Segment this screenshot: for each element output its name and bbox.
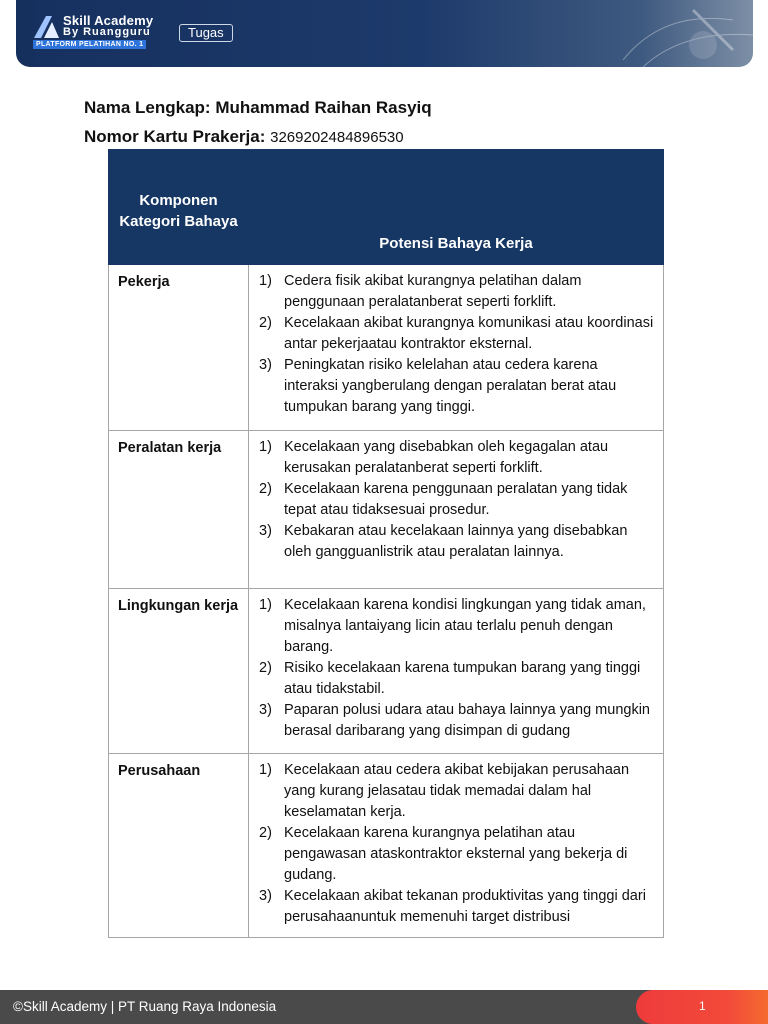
item-text: Kecelakaan karena kurangnya pelatihan atau pengawasan ataskontraktor eksternal yang bekerja di gudang. [284, 825, 628, 883]
item-text: Kecelakaan yang disebabkan oleh kegagalan atau kerusakan peralatanberat seperti forklift. [284, 439, 609, 476]
list-item [258, 521, 655, 563]
hand-writing-illustration [583, 0, 753, 67]
page-number: 1 [699, 999, 706, 1013]
item-number: 3) [259, 523, 272, 539]
item-number: 3) [259, 702, 272, 718]
list-item [258, 437, 655, 479]
item-text: Kecelakaan karena kondisi lingkungan yang tidak aman, misalnya lantaiyang licin atau terlalu penuh dengan barang. [284, 597, 646, 655]
item-text: Kecelakaan karena penggunaan peralatan yang tidak tepat atau tidaksesuai prosedur. [284, 481, 628, 518]
item-text: Kebakaran atau kecelakaan lainnya yang disebabkan oleh gangguanlistrik atau peralatan lainnya. [284, 523, 628, 560]
hazard-list [258, 437, 655, 563]
header-category: Komponen Kategori Bahaya [109, 150, 249, 265]
table-row [109, 431, 664, 589]
item-number: 2) [259, 481, 272, 497]
category-cell: Pekerja [109, 265, 249, 431]
item-number: 2) [259, 660, 272, 676]
list-item [258, 479, 655, 521]
item-text: Kecelakaan atau cedera akibat kebijakan perusahaan yang kurang jelasatau tidak memadai dalam hal keselamatan kerja. [284, 762, 630, 820]
item-number: 1) [259, 597, 272, 613]
full-name-line [84, 98, 432, 118]
header-hazard: Potensi Bahaya Kerja [249, 150, 664, 265]
item-number: 2) [259, 315, 272, 331]
table-row [109, 265, 664, 431]
item-number: 1) [259, 273, 272, 289]
item-number: 1) [259, 439, 272, 455]
table-row [109, 754, 664, 938]
tugas-badge: Tugas [179, 24, 233, 42]
logo-mark-icon [32, 14, 60, 40]
list-item [258, 595, 655, 658]
category-cell: Peralatan kerja [109, 431, 249, 589]
list-item [258, 271, 655, 313]
hazard-cell [249, 265, 664, 431]
full-name-value: Muhammad Raihan Rasyiq [215, 98, 432, 117]
category-cell: Lingkungan kerja [109, 589, 249, 754]
item-text: Peningkatan risiko kelelahan atau cedera karena interaksi yangberulang dengan peralatan berat atau tumpukan barang yang tinggi. [284, 357, 617, 415]
category-cell: Perusahaan [109, 754, 249, 938]
item-text: Kecelakaan akibat tekanan produktivitas yang tinggi dari perusahaanuntuk memenuhi target distribusi [284, 888, 646, 925]
item-text: Cedera fisik akibat kurangnya pelatihan dalam penggunaan peralatanberat seperti forklift. [284, 273, 582, 310]
header-banner [16, 0, 753, 67]
item-number: 3) [259, 888, 272, 904]
list-item [258, 700, 655, 742]
list-item [258, 886, 655, 928]
prakerja-card-line [84, 127, 404, 147]
brand-name: Skill Academy [63, 13, 154, 28]
table-row [109, 589, 664, 754]
item-number: 3) [259, 357, 272, 373]
page-footer [0, 990, 768, 1024]
item-number: 1) [259, 762, 272, 778]
full-name-label: Nama Lengkap: [84, 98, 211, 117]
list-item [258, 313, 655, 355]
item-text: Risiko kecelakaan karena tumpukan barang yang tinggi atau tidakstabil. [284, 660, 641, 697]
skill-academy-logo[interactable] [32, 14, 182, 54]
item-number: 2) [259, 825, 272, 841]
item-text: Paparan polusi udara atau bahaya lainnya yang mungkin berasal daribarang yang disimpan di gudang [284, 702, 650, 739]
prakerja-card-label: Nomor Kartu Prakerja: [84, 127, 266, 146]
table-header-row [109, 150, 664, 265]
hazard-list [258, 595, 655, 742]
prakerja-card-value: 3269202484896530 [270, 129, 404, 146]
list-item [258, 658, 655, 700]
hazard-cell [249, 589, 664, 754]
hazard-list [258, 760, 655, 928]
hazard-cell [249, 754, 664, 938]
hazard-cell [249, 431, 664, 589]
page-number-badge [636, 990, 768, 1024]
list-item [258, 823, 655, 886]
item-text: Kecelakaan akibat kurangnya komunikasi atau koordinasi antar pekerjaatau kontraktor eksternal. [284, 315, 654, 352]
brand-subtitle: By Ruangguru [63, 26, 151, 38]
hazard-list [258, 271, 655, 418]
list-item [258, 760, 655, 823]
hazard-table [108, 149, 664, 938]
brand-tagline: PLATFORM PELATIHAN NO. 1 [33, 40, 146, 49]
footer-copyright: ©Skill Academy | PT Ruang Raya Indonesia [13, 999, 277, 1014]
list-item [258, 355, 655, 418]
